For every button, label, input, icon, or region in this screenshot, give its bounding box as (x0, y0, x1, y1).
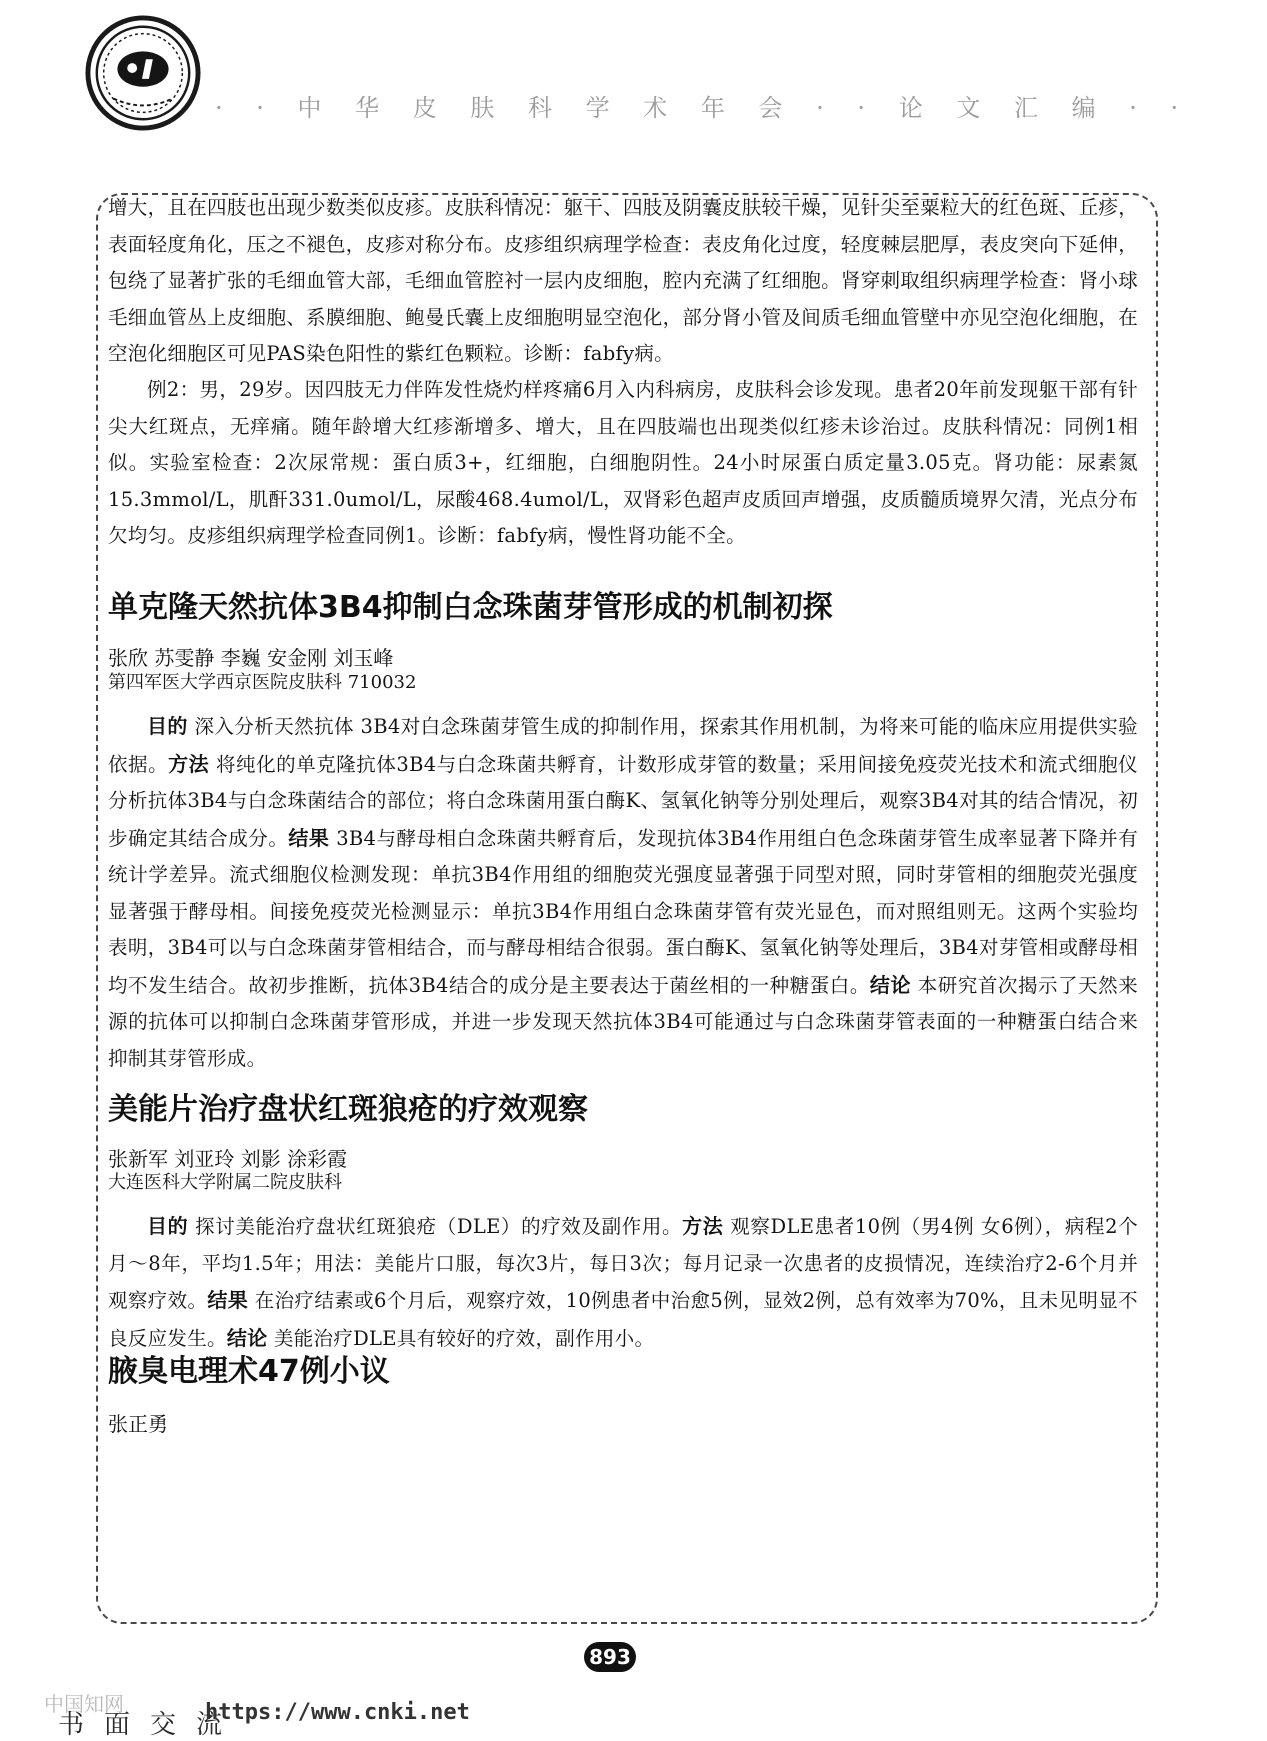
method-text: 观察DLE患者10例（男4例 女6例），病程2个月～8年，平均1.5年；用法：美能片口服，每次3片，每日3次；每月记录一次患者的皮损情况，连续治疗2-6个月并观察疗效。 (108, 1215, 1139, 1312)
footer-url[interactable]: https://www.cnki.net (205, 1700, 470, 1725)
objective-text: 深入分析天然抗体 3B4对白念珠菌芽管生成的抑制作用，探索其作用机制，为将来可能的临床应用提供实验依据。 (108, 715, 1138, 776)
article2-title: 美能片治疗盘状红斑狼疮的疗效观察 (108, 1092, 588, 1127)
article3-title: 腋臭电理术47例小议 (108, 1354, 390, 1389)
article1-authors: 张欣 苏雯静 李巍 安金刚 刘玉峰 (108, 646, 394, 670)
page-number: 893 (584, 1642, 636, 1672)
label-objective: 目的 (147, 714, 188, 738)
label-conclusion: 结论 (869, 972, 911, 997)
section-label: 书面交流 (58, 1710, 243, 1740)
article2-abstract (108, 1208, 1138, 1357)
method-text: 将纯化的单克隆抗体3B4与白念珠菌共孵育，计数形成芽管的数量；采用间接免疫荧光技术和流式细胞仪分析抗体3B4与白念珠菌结合的部位；将白念珠菌用蛋白酶K、氢氧化钠等分别处理后，观察3B4对其的结合情况，初步确定其结合成分。 (108, 752, 1138, 850)
result-text: 3B4与酵母相白念珠菌共孵育后，发现抗体3B4作用组白色念珠菌芽管生成率显著下降并有统计学差异。流式细胞仪检测发现：单抗3B4作用组的细胞荧光强度显著强于同型对照，同时芽管相的细胞荧光强度显著强于酵母相。间接免疫荧光检测显示：单抗3B4作用组白念珠菌芽管有荧光显色，而对照组则无。这两个实验均表明，3B4可以与白念珠菌芽管相结合，而与酵母相结合很弱。蛋白酶K、氢氧化钠等处理后，3B4对芽管相或酵母相均不发生结合。故初步推断，抗体3B4结合的成分是主要表达于菌丝相的一种糖蛋白。 (108, 826, 1139, 997)
article2-affiliation: 大连医科大学附属二院皮肤科 (108, 1172, 342, 1193)
label-conclusion: 结论 (226, 1325, 268, 1350)
conclusion-text: 本研究首次揭示了天然来源的抗体可以抑制白念珠菌芽管形成，并进一步发现天然抗体3B4可能通过与白念珠菌芽管表面的一种糖蛋白结合来抑制其芽管形成。 (108, 973, 1138, 1070)
result-text: 在治疗结素或6个月后，观察疗效，10例患者中治愈5例，显效2例，总有效率为70%，且未见明显不良反应发生。 (108, 1289, 1138, 1350)
label-method: 方法 (168, 751, 210, 776)
label-result: 结果 (288, 825, 330, 850)
conclusion-text: 美能治疗DLE具有较好的疗效，副作用小。 (267, 1326, 655, 1350)
label-objective: 目的 (147, 1214, 189, 1238)
cnki-watermark: 中国知网 (44, 1692, 124, 1716)
article3-authors: 张正勇 (108, 1412, 168, 1436)
running-header: · · 中 华 皮 肤 科 学 术 年 会 · · 论 文 汇 编 · · (215, 94, 1192, 122)
label-method: 方法 (682, 1214, 724, 1238)
article1-title: 单克隆天然抗体3B4抑制白念珠菌芽管形成的机制初探 (108, 590, 833, 625)
label-result: 结果 (207, 1288, 249, 1312)
article2-authors: 张新军 刘亚玲 刘影 涂彩霞 (108, 1147, 348, 1171)
article1-affiliation: 第四军医大学西京医院皮肤科 710032 (108, 672, 417, 693)
case2-paragraph: 例2：男，29岁。因四肢无力伴阵发性烧灼样疼痛6月入内科病房，皮肤科会诊发现。患者20年前发现躯干部有针尖大红斑点，无痒痛。随年龄增大红疹渐增多、增大，且在四肢端也出现类似红疹未诊治过。皮肤科情况：同例1相似。实验室检查：2次尿常规：蛋白质3+，红细胞，白细胞阴性。24小时尿蛋白质定量3.05克。肾功能：尿素氮15.3mmol/L，肌酐331.0umol/L，尿酸468.4umol/L，双肾彩色超声皮质回声增强，皮质髓质境界欠清，光点分布欠均匀。皮疹组织病理学检查同例1。诊断：fabfy病，慢性肾功能不全。 (108, 378, 1138, 547)
journal-seal-logo (84, 14, 202, 132)
objective-text: 探讨美能治疗盘状红斑狼疮（DLE）的疗效及副作用。 (188, 1215, 683, 1238)
case1-continuation: 增大，且在四肢也出现少数类似皮疹。皮肤科情况：躯干、四肢及阴囊皮肤较干燥，见针尖至粟粒大的红色斑、丘疹，表面轻度角化，压之不褪色，皮疹对称分布。皮疹组织病理学检查：表皮角化过度，轻度棘层肥厚，表皮突向下延伸，包绕了显著扩张的毛细血管大部，毛细血管腔衬一层内皮细胞，腔内充满了红细胞。肾穿刺取组织病理学检查：肾小球毛细血管丛上皮细胞、系膜细胞、鲍曼氏囊上皮细胞明显空泡化，部分肾小管及间质毛细血管壁中亦见空泡化细胞，在空泡化细胞区可见PAS染色阳性的紫红色颗粒。诊断：fabfy病。 (108, 196, 1138, 365)
article1-abstract (108, 708, 1138, 1077)
